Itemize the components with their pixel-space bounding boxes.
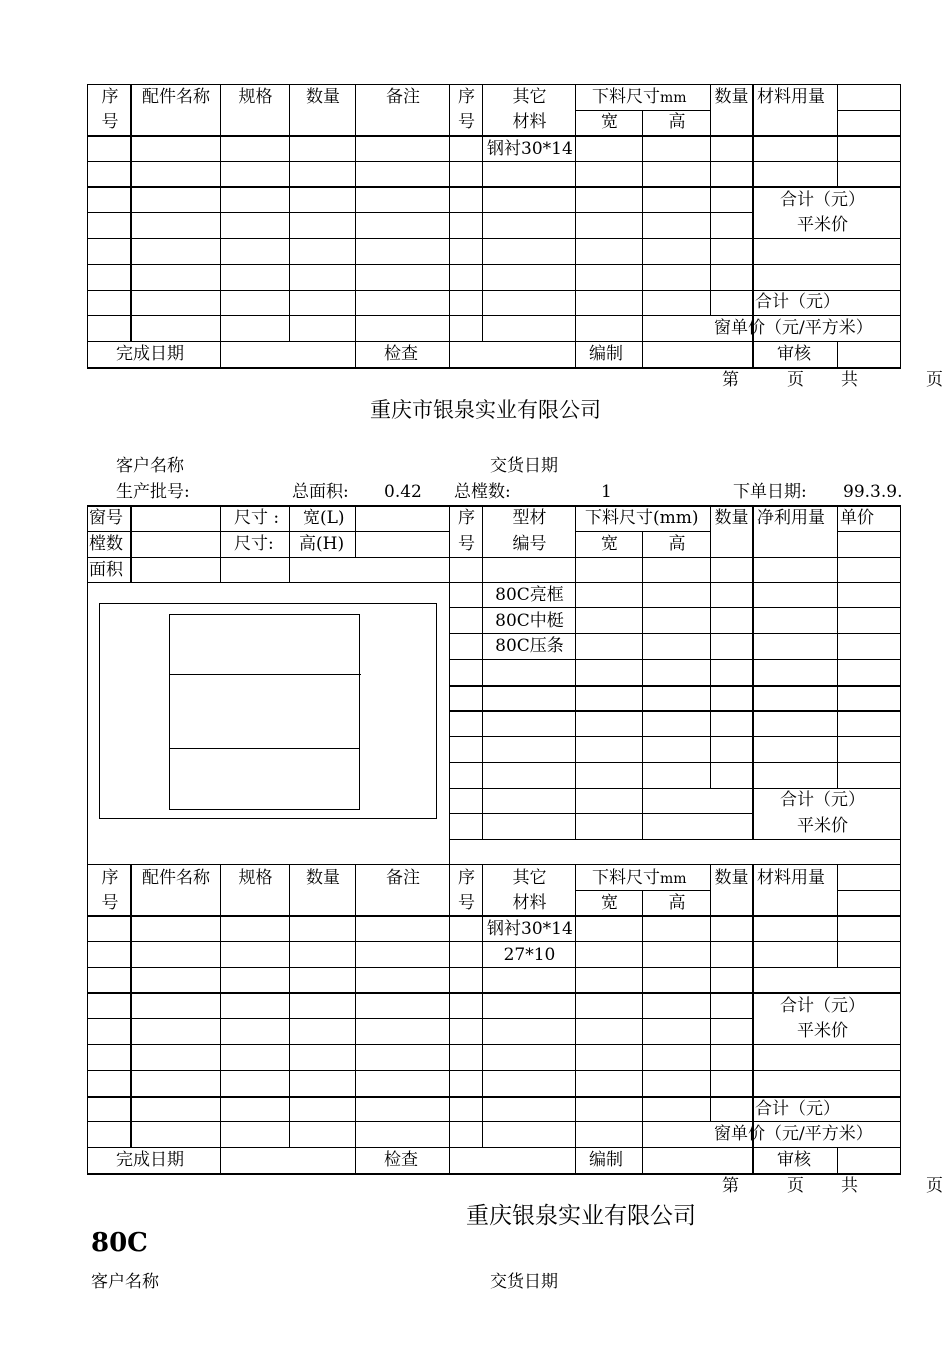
subtotal-label: 合计（元） <box>780 190 865 210</box>
profile-height-header: 高 <box>668 534 686 554</box>
window-no-label: 窗号 <box>89 508 123 528</box>
delivery-date-label: 交货日期 <box>490 1272 558 1292</box>
qty-b-header: 数量 <box>714 87 749 107</box>
height-header: 高 <box>668 112 686 132</box>
profile-seq-header-2: 号 <box>458 534 475 554</box>
compile-label: 编制 <box>589 344 623 364</box>
part-name-header: 配件名称 <box>142 868 210 888</box>
review-label: 审核 <box>777 1150 811 1170</box>
size-label-2: 尺寸: <box>234 534 274 554</box>
other-header: 其它 <box>512 87 547 107</box>
profile-subtotal-label: 合计（元） <box>780 790 865 810</box>
subtotal-label-2: 合计（元） <box>755 292 840 312</box>
customer-name-label: 客户名称 <box>116 456 184 476</box>
part-name-header: 配件名称 <box>142 87 210 107</box>
cut-size-header: 下料尺寸mm <box>592 87 687 107</box>
sqm-price-label: 平米价 <box>797 1021 848 1041</box>
subtotal-label: 合计（元） <box>780 996 865 1016</box>
compile-label: 编制 <box>589 1150 623 1170</box>
unit-price-header: 单价 <box>840 508 874 528</box>
qty-header: 数量 <box>306 87 340 107</box>
finish-date-label: 完成日期 <box>116 344 184 364</box>
seq-b-header-2: 号 <box>458 112 475 132</box>
seq-b-header-2: 号 <box>458 893 475 913</box>
subtotal-label-2: 合计（元） <box>755 1099 840 1119</box>
profile-row-2: 80C中梃 <box>495 611 564 631</box>
company-name: 重庆银泉实业有限公司 <box>466 1203 696 1229</box>
company-name: 重庆市银泉实业有限公司 <box>370 398 601 422</box>
area-label: 面积 <box>89 560 123 580</box>
profile-header: 型材 <box>512 508 547 528</box>
usage-header: 材料用量 <box>757 868 825 888</box>
page-gong: 共 <box>841 370 858 390</box>
delivery-date-label: 交货日期 <box>490 456 558 476</box>
page-gong: 共 <box>841 1176 858 1196</box>
page-di: 第 <box>722 370 739 390</box>
remark-header: 备注 <box>386 868 420 888</box>
profile-width-header: 宽 <box>601 534 618 554</box>
seq-header: 序 <box>101 868 119 888</box>
profile-row-3: 80C压条 <box>495 636 564 656</box>
qty-header: 数量 <box>306 868 340 888</box>
material-row: 钢衬30*14 <box>487 139 573 159</box>
model-title: 80C <box>91 1228 148 1258</box>
page-di: 第 <box>722 1176 739 1196</box>
material-row-1: 钢衬30*14 <box>487 919 573 939</box>
material-header: 材料 <box>512 893 547 913</box>
window-drawing-mullion-1 <box>169 674 361 675</box>
total-frames-value: 1 <box>601 482 612 502</box>
usage-header: 材料用量 <box>757 87 825 107</box>
page-ye2: 页 <box>926 1176 943 1196</box>
width-header: 宽 <box>601 893 618 913</box>
remark-header: 备注 <box>386 87 420 107</box>
order-date-label: 下单日期: <box>733 482 807 502</box>
profile-sqm-price-label: 平米价 <box>797 816 848 836</box>
check-label: 检查 <box>384 1150 418 1170</box>
qty-b-header: 数量 <box>714 868 749 888</box>
spec-header: 规格 <box>238 87 273 107</box>
review-label: 审核 <box>777 344 811 364</box>
window-unit-price-label: 窗单价（元/平方米） <box>714 1124 873 1144</box>
window-unit-price-label: 窗单价（元/平方米） <box>714 318 873 338</box>
profile-seq-header: 序 <box>458 508 475 528</box>
material-header: 材料 <box>512 112 547 132</box>
window-drawing-mullion-2 <box>169 748 359 749</box>
page-ye: 页 <box>787 1176 804 1196</box>
total-area-label: 总面积: <box>292 482 349 502</box>
seq-b-header: 序 <box>458 868 475 888</box>
profile-qty-header: 数量 <box>714 508 749 528</box>
window-drawing-frame <box>169 614 360 810</box>
code-header: 编号 <box>512 534 547 554</box>
seq-b-header: 序 <box>458 87 475 107</box>
height-header: 高 <box>668 893 686 913</box>
width-l-label: 宽(L) <box>303 508 345 528</box>
height-h-label: 高(H) <box>299 534 345 554</box>
net-usage-header: 净利用量 <box>757 508 825 528</box>
total-frames-label: 总樘数: <box>454 482 511 502</box>
customer-name-label: 客户名称 <box>91 1272 159 1292</box>
spec-header: 规格 <box>238 868 273 888</box>
check-label: 检查 <box>384 344 418 364</box>
frame-count-label: 樘数 <box>89 534 123 554</box>
profile-cut-size-header: 下料尺寸(mm) <box>585 508 699 528</box>
size-label-1: 尺寸 : <box>234 508 280 528</box>
seq-header-2: 号 <box>101 112 119 132</box>
cut-size-header: 下料尺寸mm <box>592 868 687 888</box>
profile-row-1: 80C亮框 <box>495 585 564 605</box>
batch-label: 生产批号: <box>116 482 190 502</box>
total-area-value: 0.42 <box>384 482 422 502</box>
width-header: 宽 <box>601 112 618 132</box>
finish-date-label: 完成日期 <box>116 1150 184 1170</box>
page-ye: 页 <box>787 370 804 390</box>
seq-header: 序 <box>101 87 119 107</box>
material-row-2: 27*10 <box>503 945 556 965</box>
page-ye2: 页 <box>926 370 943 390</box>
order-date-value: 99.3.9. <box>843 482 903 502</box>
seq-header-2: 号 <box>101 893 119 913</box>
other-header: 其它 <box>512 868 547 888</box>
sqm-price-label: 平米价 <box>797 215 848 235</box>
